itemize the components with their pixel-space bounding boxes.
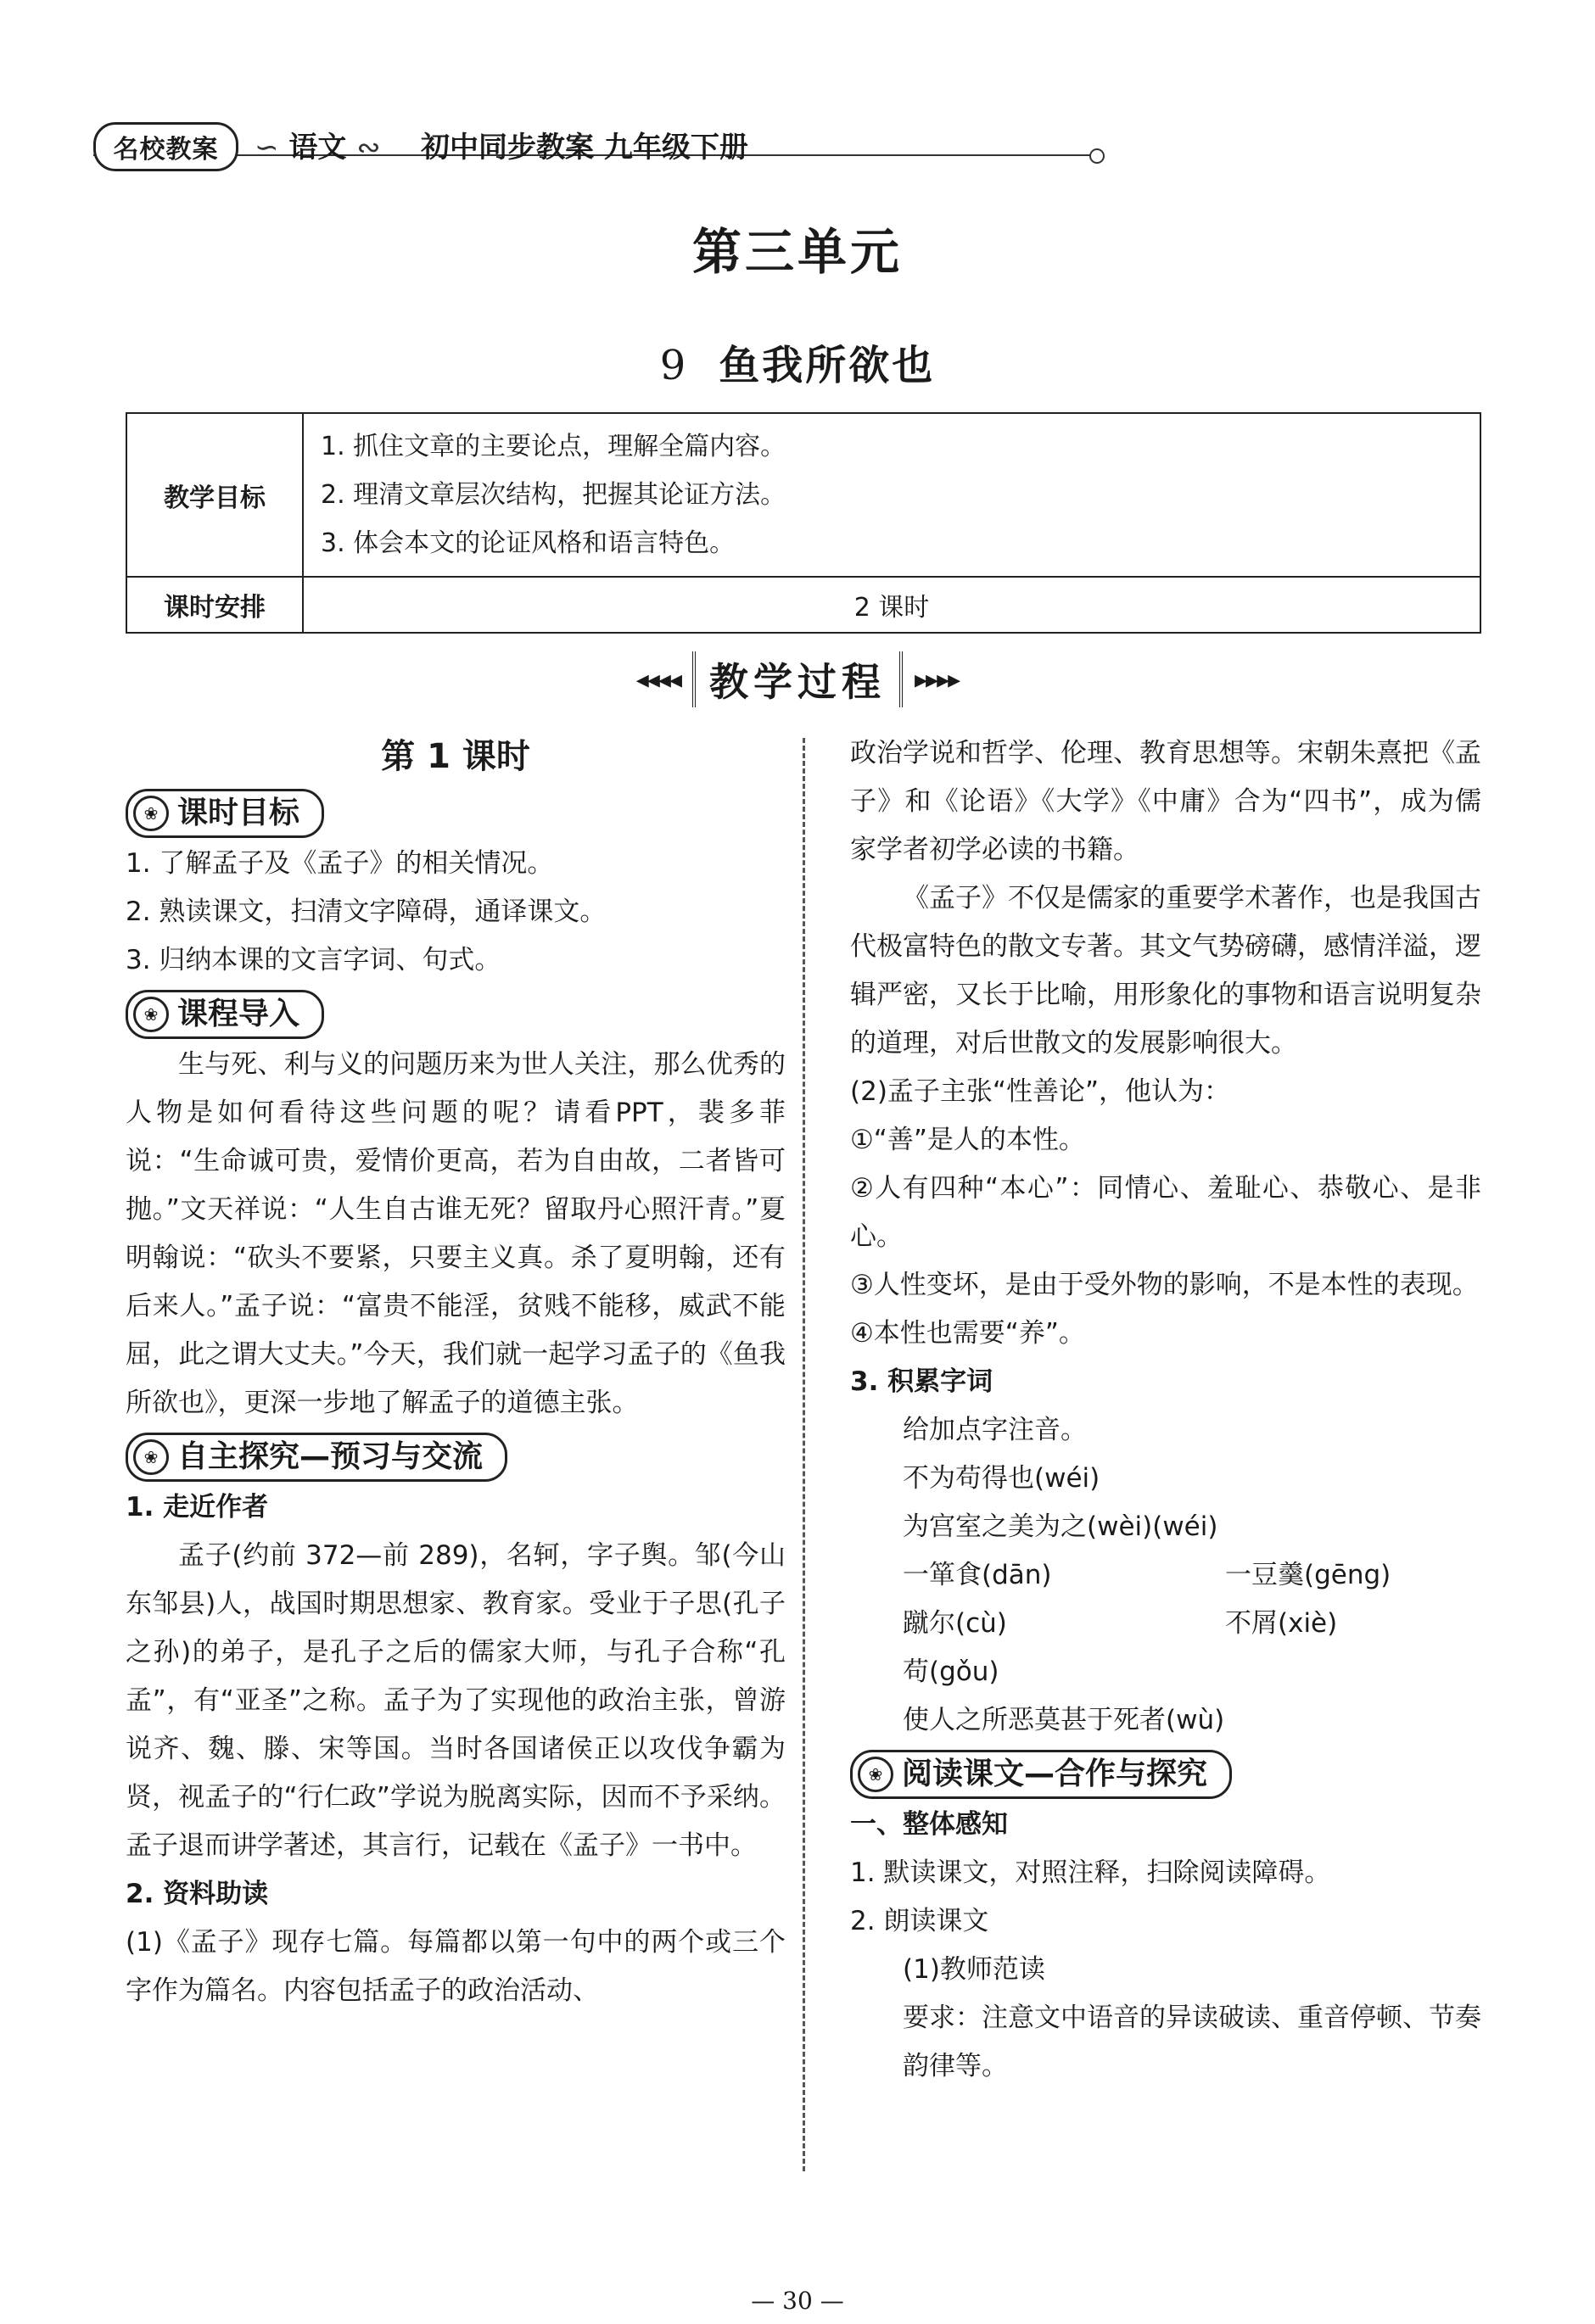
step-sub-item: (1)教师范读: [903, 1954, 1045, 1985]
vocab-item: 一箪食(dān): [903, 1560, 1052, 1590]
goal-item: 1. 抓住文章的主要论点，理解全篇内容。: [321, 432, 786, 461]
goals-heading: [126, 789, 324, 838]
goals-heading-label: 课时目标: [177, 796, 300, 830]
bullet-badge-icon: ❀: [858, 1757, 893, 1792]
period-title: 第 1 课时: [381, 737, 530, 776]
objectives-table: [126, 412, 1481, 634]
ornament-right: ∾: [356, 131, 381, 165]
running-header: [255, 124, 748, 165]
series-label: 初中同步教案 九年级下册: [421, 131, 748, 165]
right-column: [850, 729, 1481, 2091]
period-goal: 2. 熟读课文，扫清文字障碍，通译课文。: [126, 897, 607, 927]
author-heading: 1. 走近作者: [126, 1492, 269, 1522]
intro-heading: [126, 990, 324, 1039]
banner-left-arrows: ◂◂◂◂: [635, 664, 680, 695]
lesson-title: [0, 332, 1595, 391]
vocab-item: 蹴尔(cù): [903, 1608, 1007, 1639]
theory-point: ④本性也需要“养”。: [850, 1318, 1085, 1349]
step-requirement: 要求：注意文中语音的异读破读、重音停顿、节奏韵律等。: [903, 2003, 1481, 2081]
explore-heading-label: 自主探究—预习与交流: [177, 1439, 484, 1474]
period-goal: 1. 了解孟子及《孟子》的相关情况。: [126, 848, 554, 879]
bullet-badge-icon: ❀: [133, 1439, 169, 1475]
overall-heading: 一、整体感知: [850, 1809, 1008, 1840]
vocab-instruction: 给加点字注音。: [903, 1415, 1087, 1445]
author-paragraph: 孟子(约前 372—前 289)，名轲，字子舆。邹(今山东邹县)人，战国时期思想家、教育家。受业于子思(孔子之孙)的弟子，是孔子之后的儒家大师，与孔子合称“孔孟”，有“亚圣”之称。孟子为了实现他的政治主张，曾游说齐、魏、滕、宋等国。当时各国诸侯正以攻伐争霸为贤，视孟子的“行仁政”学说为脱离实际，因而不予采纳。孟子退而讲学著述，其言行，记载在《孟子》一书中。: [126, 1540, 786, 1861]
read-heading-label: 阅读课文—合作与探究: [902, 1757, 1208, 1791]
table-row-goals: [126, 413, 1480, 577]
read-heading: [850, 1750, 1232, 1799]
left-column: [126, 729, 786, 2015]
bullet-badge-icon: ❀: [133, 796, 169, 831]
vocab-item: 一豆羹(gēng): [1225, 1560, 1391, 1590]
header-rule-end-dot: [1089, 148, 1105, 164]
vocab-item: 为宫室之美为之(wèi)(wéi): [903, 1511, 1218, 1542]
theory-point: ②人有四种“本心”：同情心、羞耻心、恭敬心、是非心。: [850, 1173, 1481, 1252]
step-item: 1. 默读课文，对照注释，扫除阅读障碍。: [850, 1858, 1331, 1888]
vocab-pair: [850, 1551, 1481, 1600]
banner-right-arrows: ▸▸▸▸: [915, 664, 960, 695]
material-heading: 2. 资料助读: [126, 1879, 269, 1909]
lesson-name: 鱼我所欲也: [719, 342, 936, 389]
banner-title: 教学过程: [692, 651, 903, 707]
schedule-label: 课时安排: [126, 577, 303, 633]
bullet-badge-icon: ❀: [133, 997, 169, 1032]
column-divider: [803, 738, 805, 2171]
step-item: 2. 朗读课文: [850, 1906, 989, 1936]
vocab-pair: [850, 1600, 1481, 1648]
lesson-number: 9: [659, 342, 689, 389]
ornament-left: ∽: [255, 131, 279, 165]
theory-point: ①“善”是人的本性。: [850, 1125, 1085, 1155]
intro-paragraph: 生与死、利与义的问题历来为世人关注，那么优秀的人物是如何看待这些问题的呢？请看PPT，裴多菲说：“生命诚可贵，爱情价更高，若为自由故，二者皆可抛。”文天祥说：“人生自古谁无死？留取丹心照汗青。”夏明翰说：“砍头不要紧，只要主义真。杀了夏明翰，还有后来人。”孟子说：“富贵不能淫，贫贱不能移，威武不能屈，此之谓大丈夫。”今天，我们就一起学习孟子的《鱼我所欲也》，更深一步地了解孟子的道德主张。: [126, 1049, 786, 1418]
goals-cell: [303, 413, 1480, 577]
page-number: — 30 —: [751, 2287, 844, 2315]
intro-heading-label: 课程导入: [177, 997, 300, 1031]
goal-item: 3. 体会本文的论证风格和语言特色。: [321, 528, 736, 558]
material-paragraph-cont: 政治学说和哲学、伦理、教育思想等。宋朝朱熹把《孟子》和《论语》《大学》《中庸》合为“四书”，成为儒家学者初学必读的书籍。: [850, 738, 1481, 865]
subject-label: 语文: [288, 131, 347, 165]
vocab-item: 不为苟得也(wéi): [903, 1463, 1100, 1494]
goal-item: 2. 理清文章层次结构，把握其论证方法。: [321, 480, 786, 510]
mencius-paragraph: 《孟子》不仅是儒家的重要学术著作，也是我国古代极富特色的散文专著。其文气势磅礴，感情洋溢，逻辑严密，又长于比喻，用形象化的事物和语言说明复杂的道理，对后世散文的发展影响很大。: [850, 883, 1481, 1059]
publisher-logo: 名校教案: [93, 122, 238, 171]
vocab-heading: 3. 积累字词: [850, 1366, 993, 1397]
material-paragraph: (1)《孟子》现存七篇。每篇都以第一句中的两个或三个字作为篇名。内容包括孟子的政治活动、: [126, 1927, 786, 2006]
table-row-schedule: [126, 577, 1480, 633]
vocab-item: 苟(gǒu): [903, 1656, 999, 1687]
unit-title: 第三单元: [691, 223, 903, 281]
theory-intro: (2)孟子主张“性善论”，他认为：: [850, 1076, 1231, 1107]
period-goal: 3. 归纳本课的文言字词、句式。: [126, 945, 501, 975]
vocab-item: 不屑(xiè): [1225, 1608, 1338, 1639]
schedule-value: 2 课时: [303, 577, 1480, 633]
explore-heading: [126, 1433, 507, 1482]
theory-point: ③人性变坏，是由于受外物的影响，不是本性的表现。: [850, 1270, 1479, 1300]
section-banner: [0, 651, 1595, 707]
goals-label: 教学目标: [126, 413, 303, 577]
vocab-item: 使人之所恶莫甚于死者(wù): [903, 1705, 1225, 1735]
